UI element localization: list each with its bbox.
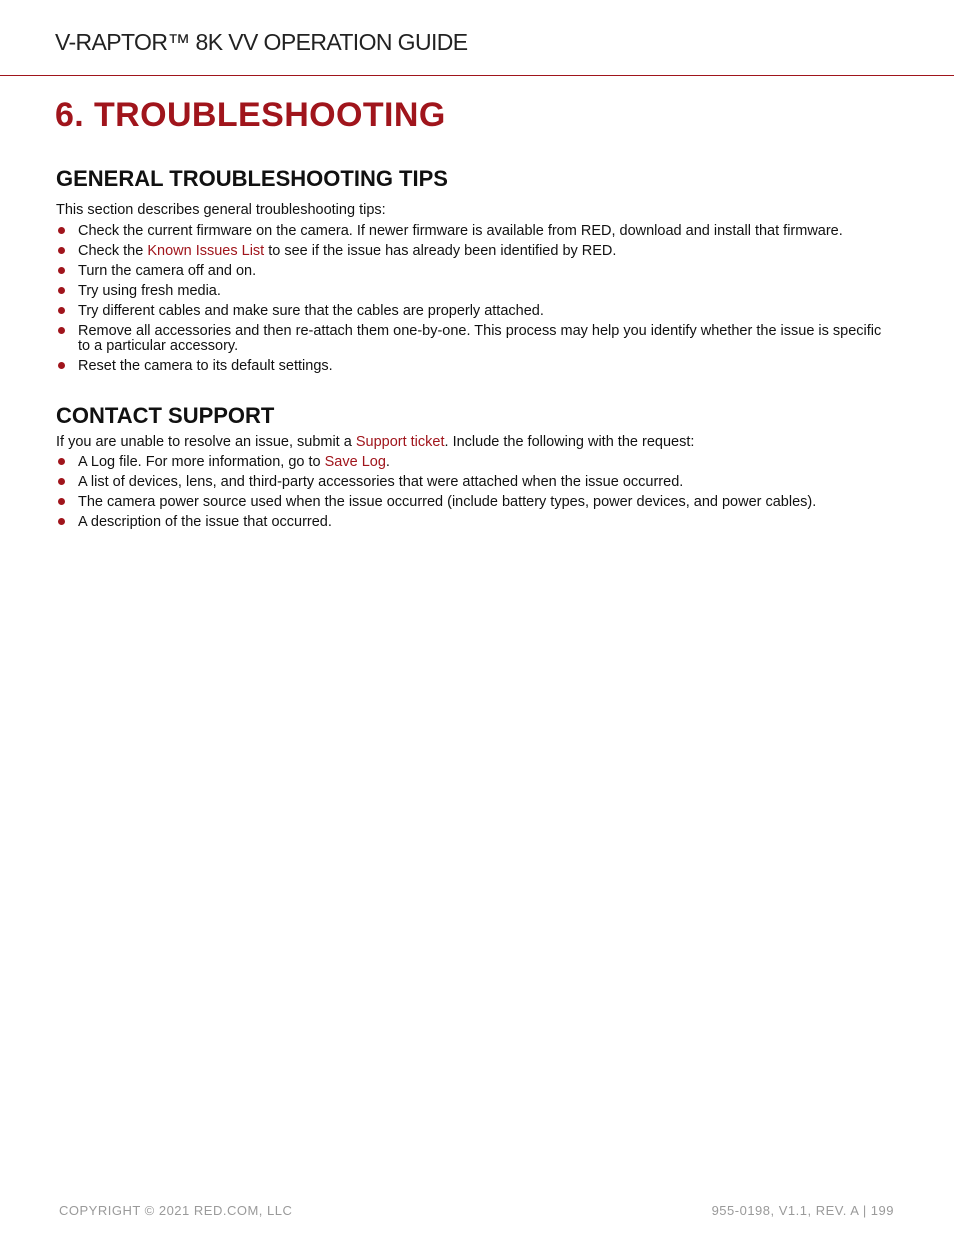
support-ticket-link[interactable]: Support ticket bbox=[355, 434, 445, 450]
list-item-text: Try using fresh media. bbox=[78, 283, 221, 299]
intro-text: If you are unable to resolve an issue, submit a bbox=[56, 434, 356, 450]
list-item bbox=[56, 495, 896, 510]
list-item-text: . bbox=[385, 454, 390, 470]
known-issues-link[interactable]: Known Issues List bbox=[147, 243, 265, 259]
list-item bbox=[56, 224, 896, 239]
general-tips-intro: This section describes general troubleshooting tips: bbox=[56, 202, 386, 218]
list-item bbox=[56, 515, 896, 530]
list-item-text: Remove all accessories and then re-attach them one-by-one. This process may help you identify whether the issue is specific to a particular accessory. bbox=[78, 323, 882, 354]
bullet-icon bbox=[58, 498, 65, 505]
contact-support-heading: CONTACT SUPPORT bbox=[56, 403, 275, 428]
footer-doc-reference: 955-0198, V1.1, REV. A | 199 bbox=[711, 1203, 894, 1218]
save-log-link[interactable]: Save Log bbox=[324, 454, 386, 470]
bullet-icon bbox=[58, 518, 65, 525]
list-item bbox=[56, 475, 896, 490]
footer-copyright: COPYRIGHT © 2021 RED.COM, LLC bbox=[59, 1203, 293, 1218]
list-item bbox=[56, 284, 896, 299]
document-header-title: V-RAPTOR™ 8K VV OPERATION GUIDE bbox=[55, 29, 468, 55]
list-item-text: Turn the camera off and on. bbox=[78, 263, 257, 279]
bullet-icon bbox=[58, 287, 65, 294]
list-item bbox=[56, 264, 896, 279]
list-item-text: A list of devices, lens, and third-party accessories that were attached when the issue occurred. bbox=[78, 474, 684, 490]
list-item bbox=[56, 455, 896, 470]
list-item-text: Check the bbox=[78, 243, 148, 259]
list-item-text: Try different cables and make sure that the cables are properly attached. bbox=[78, 303, 544, 319]
list-item bbox=[56, 359, 896, 374]
bullet-icon bbox=[58, 478, 65, 485]
list-item-text: A description of the issue that occurred. bbox=[78, 514, 332, 530]
intro-text: . Include the following with the request: bbox=[444, 434, 695, 450]
contact-support-intro bbox=[56, 434, 694, 450]
bullet-icon bbox=[58, 227, 65, 234]
bullet-icon bbox=[58, 362, 65, 369]
general-tips-heading: GENERAL TROUBLESHOOTING TIPS bbox=[56, 166, 448, 191]
bullet-icon bbox=[58, 458, 65, 465]
general-tips-list bbox=[56, 224, 896, 379]
bullet-icon bbox=[58, 267, 65, 274]
list-item-text: The camera power source used when the issue occurred (include battery types, power devices, and power cables). bbox=[78, 494, 817, 510]
list-item bbox=[56, 244, 896, 259]
list-item-text: to see if the issue has already been identified by RED. bbox=[264, 243, 617, 259]
list-item bbox=[56, 304, 896, 319]
chapter-title: 6. TROUBLESHOOTING bbox=[55, 96, 446, 134]
bullet-icon bbox=[58, 307, 65, 314]
list-item-text: Check the current firmware on the camera. If newer firmware is available from RED, download and install that firmware. bbox=[78, 223, 843, 239]
list-item-text: A Log file. For more information, go to bbox=[78, 454, 325, 470]
bullet-icon bbox=[58, 327, 65, 334]
bullet-icon bbox=[58, 247, 65, 254]
list-item-text: Reset the camera to its default settings. bbox=[78, 358, 333, 374]
list-item bbox=[56, 324, 896, 354]
header-divider bbox=[0, 75, 954, 76]
contact-support-list bbox=[56, 455, 896, 535]
